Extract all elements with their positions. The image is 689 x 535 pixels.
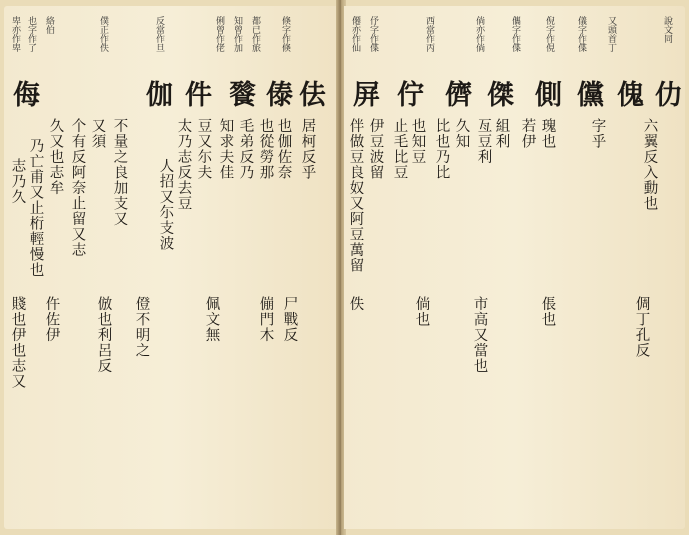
left-text-column: 又須 <box>89 118 106 149</box>
right-top-note: 倪字作俔 <box>544 16 554 52</box>
right-lower-column: 市高又當也 <box>471 296 488 374</box>
left-lower-column: 傰門木 <box>257 296 274 343</box>
left-top-note: 也字作了 <box>26 16 36 52</box>
left-text-column: 也伽佐奈 <box>275 118 292 180</box>
right-heading-char: 屏 <box>348 80 379 108</box>
right-heading-char: 仂 <box>650 80 681 108</box>
right-heading-char: 佇 <box>392 80 423 108</box>
left-page <box>4 6 338 529</box>
right-top-note: 伃字作偞 <box>368 16 378 52</box>
left-text-column: 乃亡甫又止桁輕慢也 <box>27 138 44 278</box>
right-text-column: 若伊 <box>519 118 536 149</box>
left-text-column: 个有反阿奈止留又志 <box>69 118 86 258</box>
left-lower-column: 尸戰反 <box>281 296 298 343</box>
right-text-column: 瑰也 <box>539 118 556 149</box>
left-lower-column: 佩文無 <box>203 296 220 343</box>
right-lower-column: 倘也 <box>413 296 430 327</box>
left-heading-char: 件 <box>180 80 211 108</box>
left-text-column: 豆又尓夫 <box>195 118 212 180</box>
right-lower-column: 佚 <box>347 296 364 312</box>
left-top-note: 知曾作加 <box>232 16 242 52</box>
left-text-column: 志乃久 <box>9 158 26 205</box>
left-top-note: 卑亦作卑 <box>10 16 20 52</box>
right-text-column: 組利 <box>493 118 510 149</box>
left-heading-char: 佉 <box>294 80 325 108</box>
right-top-note: 又頭首丁 <box>606 16 616 52</box>
left-heading-char: 伽 <box>141 80 172 108</box>
left-top-note: 僕正作佚 <box>98 16 108 52</box>
right-heading-char: 儕 <box>440 80 471 108</box>
right-heading-char: 儻 <box>572 80 603 108</box>
left-text-column: 不量之良加支又 <box>111 118 128 227</box>
right-lower-column: 倜丁孔反 <box>633 296 650 358</box>
left-text-column: 久又也志牟 <box>47 118 64 196</box>
left-top-note: 倏字作倏 <box>280 16 290 52</box>
right-text-column: 止毛比豆 <box>391 118 408 180</box>
left-heading-char: 侮 <box>8 80 39 108</box>
left-top-note: 反當作旦 <box>154 16 164 52</box>
left-top-note: 都已作旅 <box>250 16 260 52</box>
right-text-column: 也知豆 <box>409 118 426 165</box>
right-heading-char: 傀 <box>612 80 643 108</box>
right-text-column: 比也乃比 <box>433 118 450 180</box>
right-text-column: 伴做豆良奴又阿豆萬留 <box>347 118 364 273</box>
left-heading-char: 傣 <box>261 80 292 108</box>
right-text-column: 亙豆利 <box>475 118 492 165</box>
right-top-note: 僊亦作仙 <box>350 16 360 52</box>
right-top-note: 儀字作偞 <box>576 16 586 52</box>
right-text-column: 伊豆波留 <box>367 118 384 180</box>
left-lower-column: 賤也伊也志又 <box>9 296 26 389</box>
left-heading-char: 餮 <box>224 80 255 108</box>
right-text-column: 六翼反入動也 <box>641 118 658 211</box>
left-text-column: 居柯反乎 <box>299 118 316 180</box>
left-lower-column: 仵佐伊 <box>43 296 60 343</box>
right-text-column: 字乎 <box>589 118 606 149</box>
right-top-note: 倘亦作倘 <box>474 16 484 52</box>
left-text-column: 毛弟反乃 <box>237 118 254 180</box>
left-lower-column: 僜不明之 <box>133 296 150 358</box>
right-page <box>344 6 685 529</box>
right-heading-char: 傑 <box>482 80 513 108</box>
left-top-note: 絡伯 <box>44 16 54 34</box>
left-text-column: 也從勞那 <box>257 118 274 180</box>
right-heading-char: 側 <box>530 80 561 108</box>
right-lower-column: 倀也 <box>539 296 556 327</box>
left-top-note: 俐曾作佬 <box>214 16 224 52</box>
left-lower-column: 倣也利呂反 <box>95 296 112 374</box>
left-text-column: 太乃志反去豆 <box>175 118 192 211</box>
right-text-column: 久知 <box>453 118 470 149</box>
left-text-column: 知求夫佳 <box>217 118 234 180</box>
right-top-note: 說文同 <box>662 16 672 43</box>
right-top-note: 西當作丙 <box>424 16 434 52</box>
right-top-note: 儶字作偞 <box>510 16 520 52</box>
left-text-column: 人招又尓支波 <box>157 158 174 251</box>
